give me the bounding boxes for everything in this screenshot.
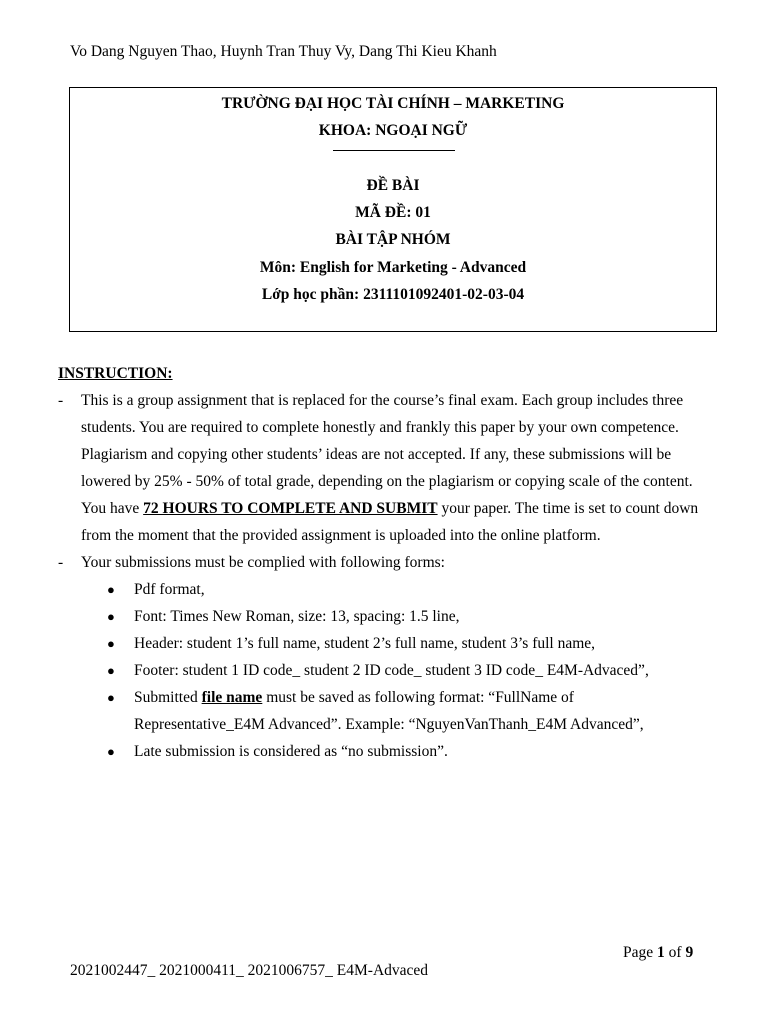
title-box (69, 87, 717, 332)
list-item-text: Footer: student 1 ID code_ student 2 ID code_ student 3 ID code_ E4M-Advaced”, (134, 662, 649, 679)
page-number-total: 9 (685, 944, 694, 961)
page-number-of: of (664, 944, 686, 961)
paragraph-text: This is a group assignment that is replaced for the course’s final exam. Each group includes three students. You are required to complete honestly and frankly this paper by your own competence. Plagiarism and copying other students’ ideas are not accepted. If any, these submissions will be lowered by 25% - 50% of total grade, depending on the plagiarism or copying scale of the content. You have (81, 392, 693, 517)
instruction-section (58, 360, 708, 765)
instruction-paragraph-1 (58, 387, 708, 549)
faculty-name: KHOA: NGOẠI NGỮ (318, 122, 468, 139)
list-item (58, 576, 708, 603)
assignment-type: BÀI TẬP NHÓM (335, 231, 451, 248)
assignment-code: MÃ ĐỀ: 01 (355, 204, 431, 221)
list-item (58, 684, 708, 738)
instruction-title: INSTRUCTION: (58, 365, 173, 382)
list-item-text: must be saved as following format: “FullName of Representative_E4M Advanced”. Example: “NguyenVanThanh_E4M Advanced”, (134, 689, 644, 733)
title-divider (333, 150, 455, 151)
list-item-text: Late submission is considered as “no submission”. (134, 743, 448, 760)
page-number (623, 944, 693, 962)
page-number-prefix: Page (623, 944, 658, 961)
page-number-current: 1 (657, 944, 665, 961)
bullet-icon: ● (107, 690, 115, 705)
list-item (58, 657, 708, 684)
bullet-icon: ● (107, 609, 115, 624)
list-item-text: Pdf format, (134, 581, 205, 598)
university-name: TRƯỜNG ĐẠI HỌC TÀI CHÍNH – MARKETING (221, 95, 565, 112)
bullet-icon: ● (107, 663, 115, 678)
list-item-text: Header: student 1’s full name, student 2’s full name, student 3’s full name, (134, 635, 596, 652)
paragraph-text: your paper. The time is set to count down from the moment that the provided assignment is uploaded into the online platform. (81, 500, 699, 544)
bullet-icon: ● (107, 744, 115, 759)
list-item-text: Font: Times New Roman, size: 13, spacing: 1.5 line, (134, 608, 460, 625)
class-code: Lớp học phần: 2311101092401-02-03-04 (261, 286, 525, 303)
bullet-icon: ● (107, 582, 115, 597)
page-header-authors: Vo Dang Nguyen Thao, Huynh Tran Thuy Vy, Dang Thi Kieu Khanh (70, 43, 497, 60)
list-item (58, 630, 708, 657)
dash-marker: - (58, 554, 64, 571)
deadline-emphasis: 72 HOURS TO COMPLETE AND SUBMIT (143, 500, 438, 517)
list-item (58, 738, 708, 765)
page-footer-ids: 2021002447_ 2021000411_ 2021006757_ E4M-Advaced (70, 962, 429, 979)
submission-requirements-list (58, 576, 708, 765)
course-name: Môn: English for Marketing - Advanced (259, 259, 527, 276)
instruction-paragraph-2 (58, 549, 708, 576)
paragraph-text: Your submissions must be complied with following forms: (81, 554, 445, 571)
file-name-emphasis: file name (201, 689, 263, 706)
assignment-heading: ĐỀ BÀI (366, 177, 420, 194)
list-item (58, 603, 708, 630)
list-item-text: Submitted (134, 689, 202, 706)
dash-marker: - (58, 392, 64, 409)
bullet-icon: ● (107, 636, 115, 651)
